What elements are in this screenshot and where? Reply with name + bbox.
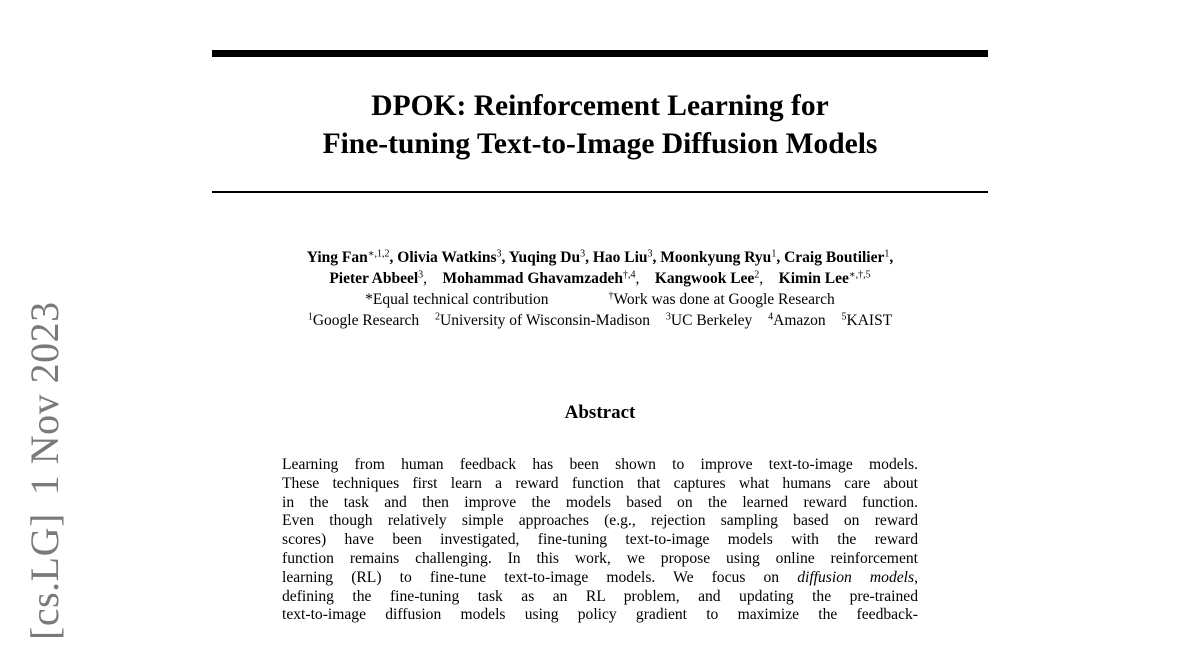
affiliation-name: Google Research	[312, 312, 420, 329]
affiliation-mark: 4	[768, 311, 774, 323]
abstract-emphasis: diffusion models	[797, 568, 915, 586]
author-line-2: Pieter Abbeel$^3$, Mohammad Ghavamzadeh$^{\dagger,4}$, Kangwook Lee$^2$, Kimin Lee$^{∗,\dagger,5}$	[329, 269, 871, 287]
author-name: Ying Fan	[306, 249, 368, 266]
author-name: Kimin Lee	[778, 270, 849, 287]
author-marks: ∗,1,2	[367, 248, 390, 260]
abstract-line-with-emphasis	[282, 569, 918, 588]
title-bottom-rule	[212, 191, 988, 193]
author-marks: 2	[754, 269, 760, 281]
author-name: Kangwook Lee	[654, 270, 755, 287]
title-top-rule	[212, 50, 988, 57]
google-note-mark: †	[608, 290, 614, 302]
affiliation-mark: 3	[665, 311, 671, 323]
arxiv-stamp	[22, 301, 68, 640]
author-marks: 3	[496, 248, 502, 260]
author-marks: 3	[418, 269, 424, 281]
affiliation-mark: 2	[435, 311, 440, 323]
author-marks: †,4	[622, 269, 636, 281]
abstract-punctuation: ,	[914, 568, 918, 586]
author-name: Hao Liu	[592, 249, 648, 266]
equal-contribution-note: *Equal technical contribution	[365, 291, 549, 308]
author-block	[150, 247, 1050, 331]
abstract-line: scores) have been investigated, fine-tuning text-to-image models with the reward	[282, 531, 918, 549]
author-name: Pieter Abbeel	[329, 270, 419, 287]
author-marks: 1	[771, 248, 777, 260]
abstract-line: text-to-image diffusion models using policy gradient to maximize the feedback-	[282, 606, 918, 624]
affiliation-name: University of Wisconsin-Madison	[440, 312, 651, 329]
abstract-line: Learning from human feedback has been shown to improve text-to-image models.	[282, 456, 918, 473]
paper-title	[212, 87, 988, 163]
affiliations	[150, 310, 1050, 331]
author-marks: 3	[580, 248, 586, 260]
author-notes	[150, 289, 1050, 310]
abstract-heading: Abstract	[564, 402, 636, 423]
title-line-2: Fine-tuning Text-to-Image Diffusion Models	[322, 128, 878, 160]
affiliation-name: KAIST	[846, 312, 893, 329]
abstract-line: Even though relatively simple approaches (e.g., rejection sampling based on reward	[282, 512, 918, 530]
abstract-line: These techniques first learn a reward function that captures what humans care about	[282, 474, 918, 492]
author-name: Mohammad Ghavamzadeh	[442, 270, 623, 287]
affiliation-mark: 1	[307, 311, 313, 323]
arxiv-category: [cs.LG]	[22, 513, 67, 640]
author-marks: ∗,†,5	[848, 269, 871, 281]
affiliation-name: UC Berkeley	[670, 312, 753, 329]
author-marks: 3	[647, 248, 653, 260]
abstract-line: in the task and then improve the models based on the learned reward function.	[282, 493, 918, 511]
abstract-line-text: learning (RL) to fine-tune text-to-image models. We focus on	[282, 568, 780, 586]
author-name: Craig Boutilier	[784, 249, 885, 266]
author-name: Moonkyung Ryu	[660, 249, 772, 266]
abstract-line: defining the fine-tuning task as an RL problem, and updating the pre-trained	[282, 587, 918, 605]
author-name: Olivia Watkins	[397, 249, 497, 266]
author-line-1: Ying Fan$^{∗,1,2}$, Olivia Watkins$^3$, Yuqing Du$^3$, Hao Liu$^3$, Moonkyung Ryu$^1$, Craig Boutilier$^1$,	[306, 248, 894, 266]
arxiv-date: 1 Nov 2023	[22, 301, 67, 496]
affiliation-mark: 5	[841, 311, 847, 323]
google-work-note: Work was done at Google Research	[613, 291, 835, 308]
title-line-1: DPOK: Reinforcement Learning for	[371, 90, 829, 122]
affiliation-name: Amazon	[773, 312, 826, 329]
author-name: Yuqing Du	[508, 249, 581, 266]
abstract-body	[282, 456, 918, 625]
abstract-line: function remains challenging. In this work, we propose using online reinforcement	[282, 549, 918, 567]
author-marks: 1	[884, 248, 890, 260]
